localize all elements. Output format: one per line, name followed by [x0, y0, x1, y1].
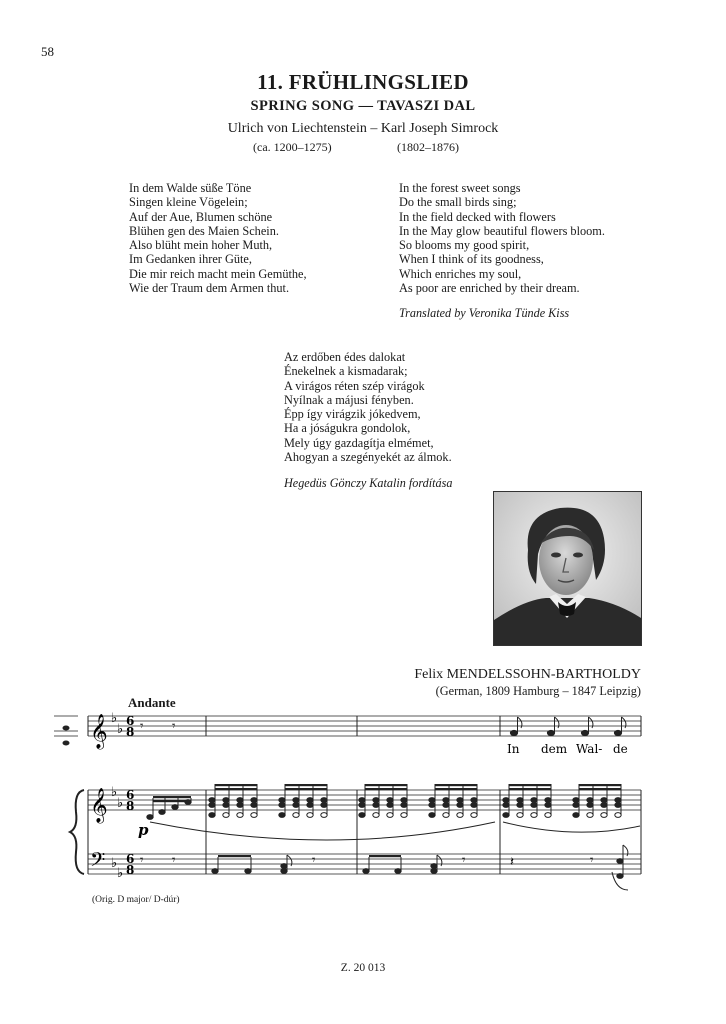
poem-line: As poor are enriched by their dream.	[399, 281, 580, 296]
poem-line: Auf der Aue, Blumen schöne	[129, 209, 273, 224]
bass-clef-icon: 𝄢	[90, 848, 106, 876]
svg-text:6: 6	[126, 714, 135, 728]
page-number: 58	[41, 44, 54, 59]
music-score	[0, 700, 726, 900]
poem-line: A virágos réten szép virágok	[284, 378, 425, 393]
translation-credit-english: Translated by Veronika Tünde Kiss	[399, 306, 570, 320]
svg-text:8: 8	[126, 799, 135, 813]
translator-dates: (1802–1876)	[397, 140, 459, 154]
svg-text:♭: ♭	[111, 785, 118, 800]
svg-text:𝄾: 𝄾	[590, 853, 594, 868]
portrait-drawing	[494, 492, 641, 645]
dynamic-marking: p	[138, 821, 149, 839]
tempo-marking: Andante	[128, 695, 176, 710]
poem-line: Which enriches my soul,	[399, 266, 522, 281]
catalog-number: Z. 20 013	[340, 962, 386, 974]
poem-line: Im Gedanken ihrer Güte,	[129, 252, 252, 267]
lyric-syllable: In	[507, 742, 520, 756]
svg-text:𝄾: 𝄾	[312, 853, 316, 868]
poem-line: Ahogyan a szegényekét az álmok.	[284, 450, 452, 465]
poem-line: Énekelnek a kismadarak;	[284, 364, 408, 379]
svg-text:𝄾: 𝄾	[172, 853, 176, 868]
poem-line: Az erdőben édes dalokat	[284, 350, 406, 364]
song-subtitle: SPRING SONG — TAVASZI DAL	[250, 98, 476, 114]
composer-name: Felix MENDELSSOHN-BARTHOLDY	[414, 667, 641, 682]
poem-line: Ha a jóságukra gondolok,	[284, 421, 411, 436]
poem-line: Nyílnak a májusi fényben.	[284, 392, 414, 407]
poet-dates: (ca. 1200–1275)	[253, 140, 332, 154]
svg-text:♭: ♭	[117, 796, 124, 811]
poem-line: Blühen gen des Maien Schein.	[129, 223, 279, 238]
treble-clef-icon: 𝄞	[90, 788, 108, 823]
composer-portrait	[493, 491, 642, 646]
poem-line: Mely úgy gazdagítja elmémet,	[284, 435, 434, 450]
poem-line: Die mir reich macht mein Gemüthe,	[129, 266, 307, 281]
poem-german	[129, 181, 307, 295]
poem-line: In dem Walde süße Töne	[129, 181, 252, 195]
svg-text:6: 6	[126, 788, 135, 802]
svg-text:♭: ♭	[117, 866, 124, 881]
poem-line: So blooms my good spirit,	[399, 238, 530, 253]
poem-line: When I think of its goodness,	[399, 252, 544, 267]
poem-line: In the May glow beautiful flowers bloom.	[399, 223, 605, 238]
song-title: 11. FRÜHLINGSLIED	[257, 70, 469, 94]
svg-text:𝄾: 𝄾	[140, 853, 144, 868]
svg-text:8: 8	[126, 725, 135, 739]
treble-clef-icon: 𝄞	[90, 714, 108, 749]
svg-text:♭: ♭	[111, 711, 118, 726]
svg-text:𝄽: 𝄽	[510, 855, 514, 870]
lyric-syllable: de	[613, 742, 628, 756]
poem-english	[399, 181, 605, 295]
svg-text:♭: ♭	[117, 722, 124, 737]
original-key-note: (Orig. D major/ D-dúr)	[92, 895, 180, 905]
poem-line: Also blüht mein hoher Muth,	[129, 238, 273, 253]
svg-text:𝄾: 𝄾	[172, 719, 176, 734]
lyric-syllable: dem	[541, 742, 568, 756]
composer-info: (German, 1809 Hamburg – 1847 Leipzig)	[435, 684, 641, 698]
svg-text:6: 6	[126, 852, 135, 866]
poem-line: In the field decked with flowers	[399, 209, 556, 224]
svg-text:𝄾: 𝄾	[462, 853, 466, 868]
lyric-syllable: Wal-	[576, 742, 603, 756]
svg-text:𝄾: 𝄾	[140, 719, 144, 734]
translation-credit-hungarian: Hegedüs Gönczy Katalin fordítása	[284, 476, 453, 490]
poet-credit: Ulrich von Liechtenstein – Karl Joseph Simrock	[227, 121, 499, 136]
svg-text:♭: ♭	[111, 856, 118, 871]
poem-line: Épp így virágzik jókedvem,	[284, 407, 421, 422]
poem-line: Do the small birds sing;	[399, 195, 517, 210]
poem-line: Wie der Traum dem Armen thut.	[129, 281, 290, 296]
poem-hungarian	[284, 350, 452, 464]
poem-line: In the forest sweet songs	[399, 181, 521, 195]
svg-text:8: 8	[126, 863, 135, 877]
poem-line: Singen kleine Vögelein;	[129, 195, 248, 210]
